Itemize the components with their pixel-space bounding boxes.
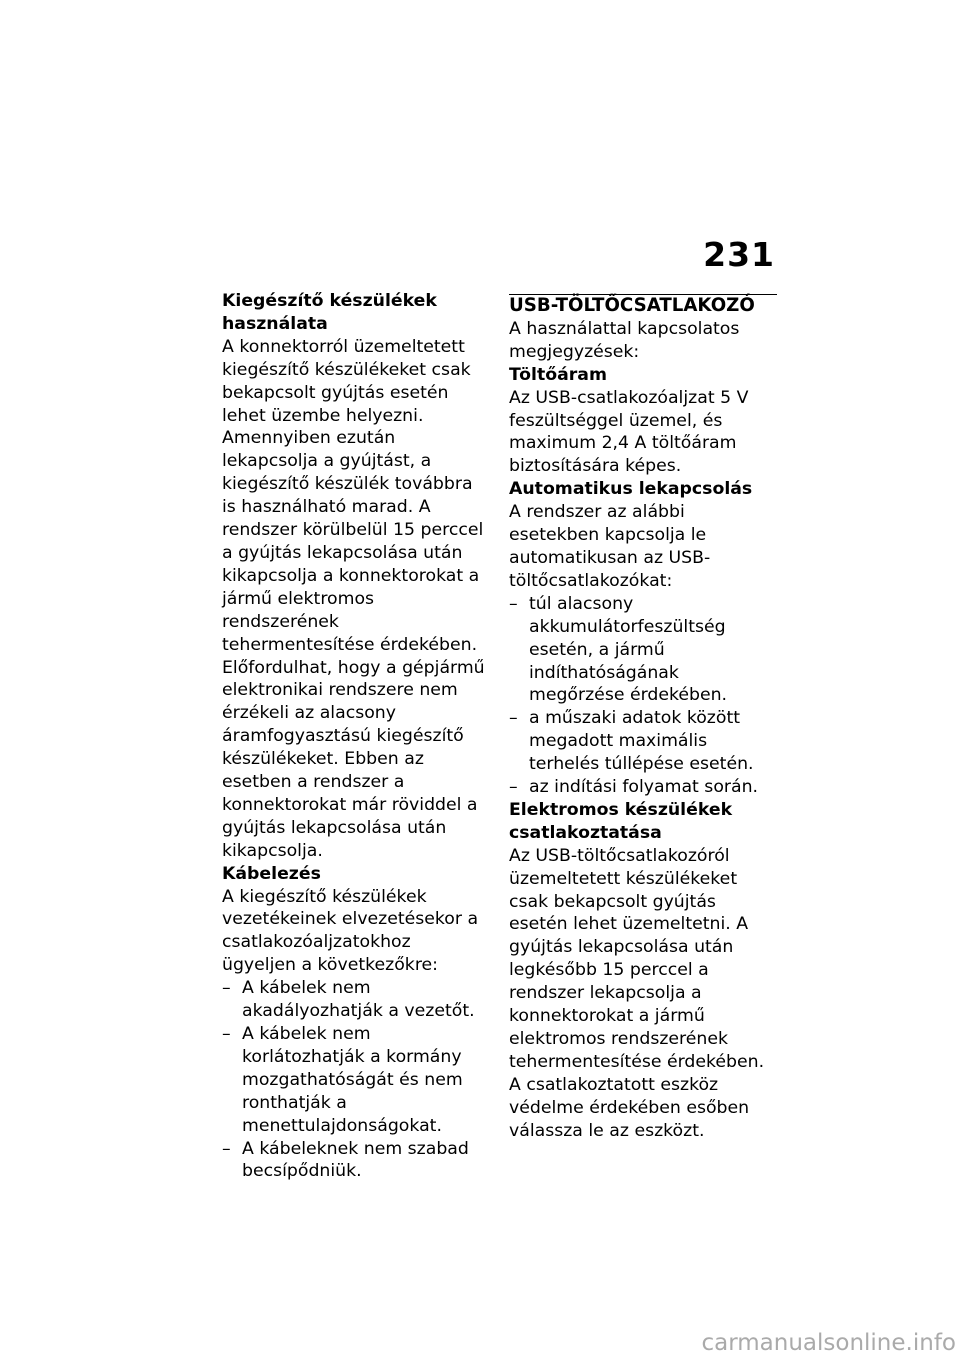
- right-column: [509, 290, 777, 1143]
- heading-cabling: Kábelezés: [222, 863, 321, 884]
- paragraph-cabling: A kiegészítő készülékek vezetékeinek elvezetésekor a csatlakozóaljzatokhoz ügyeljen a következőkre:: [222, 886, 479, 976]
- paragraph-connecting-devices: Az USB-töltőcsatlakozóról üzemeltetett készülékeket csak bekapcsolt gyújtás esetén lehet üzemeltetni. A gyújtás lekapcsolása után legkésőbb 15 perccel a rendszer lekapcsolja a konnektorokat a jármű elektromos rendszerének tehermentesítése érdekében.: [509, 845, 765, 1072]
- heading-auto-shutoff: Automatikus lekapcsolás: [509, 479, 753, 500]
- section-title: USB-TÖLTŐCSATLAKOZÓ: [509, 295, 755, 316]
- cabling-list: [222, 977, 490, 1183]
- watermark: carmanualsonline.info: [701, 1330, 956, 1356]
- list-item: – A kábelek nem akadályozhatják a vezetőt.: [222, 977, 490, 1023]
- paragraph-accessories-1: A konnektorról üzemeltetett kiegészítő készülékeket csak bekapcsolt gyújtás esetén lehet üzembe helyezni. Amennyiben ezután lekapcsolja a gyújtást, a kiegészítő készülék továbbra is használható marad. A rendszer körülbelül 15 perccel a gyújtás lekapcsolása után kikapcsolja a konnektorokat a jármű elektromos rendszerének tehermentesítése érdekében.: [222, 336, 484, 655]
- left-column: [222, 290, 490, 1183]
- list-item: – A kábeleknek nem szabad becsípődniük.: [222, 1138, 490, 1184]
- heading-charging-current: Töltőáram: [509, 364, 607, 385]
- paragraph-usb-intro: A használattal kapcsolatos megjegyzések:: [509, 318, 740, 362]
- shutoff-list: [509, 593, 777, 799]
- list-item: – A kábelek nem korlátozhatják a kormány mozgathatóságát és nem ronthatják a menettulajdonságokat.: [222, 1023, 490, 1138]
- heading-accessories: Kiegészítő készülékek használata: [222, 291, 437, 334]
- page-number: 231: [703, 235, 775, 274]
- paragraph-charging-current: Az USB-csatlakozóaljzat 5 V feszültséggel üzemel, és maximum 2,4 A töltőáram biztosítására képes.: [509, 387, 749, 477]
- paragraph-auto-shutoff: A rendszer az alábbi esetekben kapcsolja le automatikusan az USB-töltőcsatlakozókat:: [509, 502, 711, 591]
- list-item: – túl alacsony akkumulátorfeszültség esetén, a jármű indíthatóságának megőrzése érdekében.: [509, 593, 777, 708]
- list-item: – az indítási folyamat során.: [509, 776, 777, 799]
- list-item: – a műszaki adatok között megadott maximális terhelés túllépése esetén.: [509, 707, 777, 776]
- paragraph-rain-protection: A csatlakoztatott eszköz védelme érdekében esőben válassza le az eszközt.: [509, 1074, 750, 1141]
- paragraph-accessories-2: Előfordulhat, hogy a gépjármű elektronikai rendszere nem érzékeli az alacsony áramfogyasztású kiegészítő készülékeket. Ebben az esetben a rendszer a konnektorokat már röviddel a gyújtás lekapcsolása után kikapcsolja.: [222, 657, 485, 861]
- heading-connecting-devices: Elektromos készülékek csatlakoztatása: [509, 799, 733, 843]
